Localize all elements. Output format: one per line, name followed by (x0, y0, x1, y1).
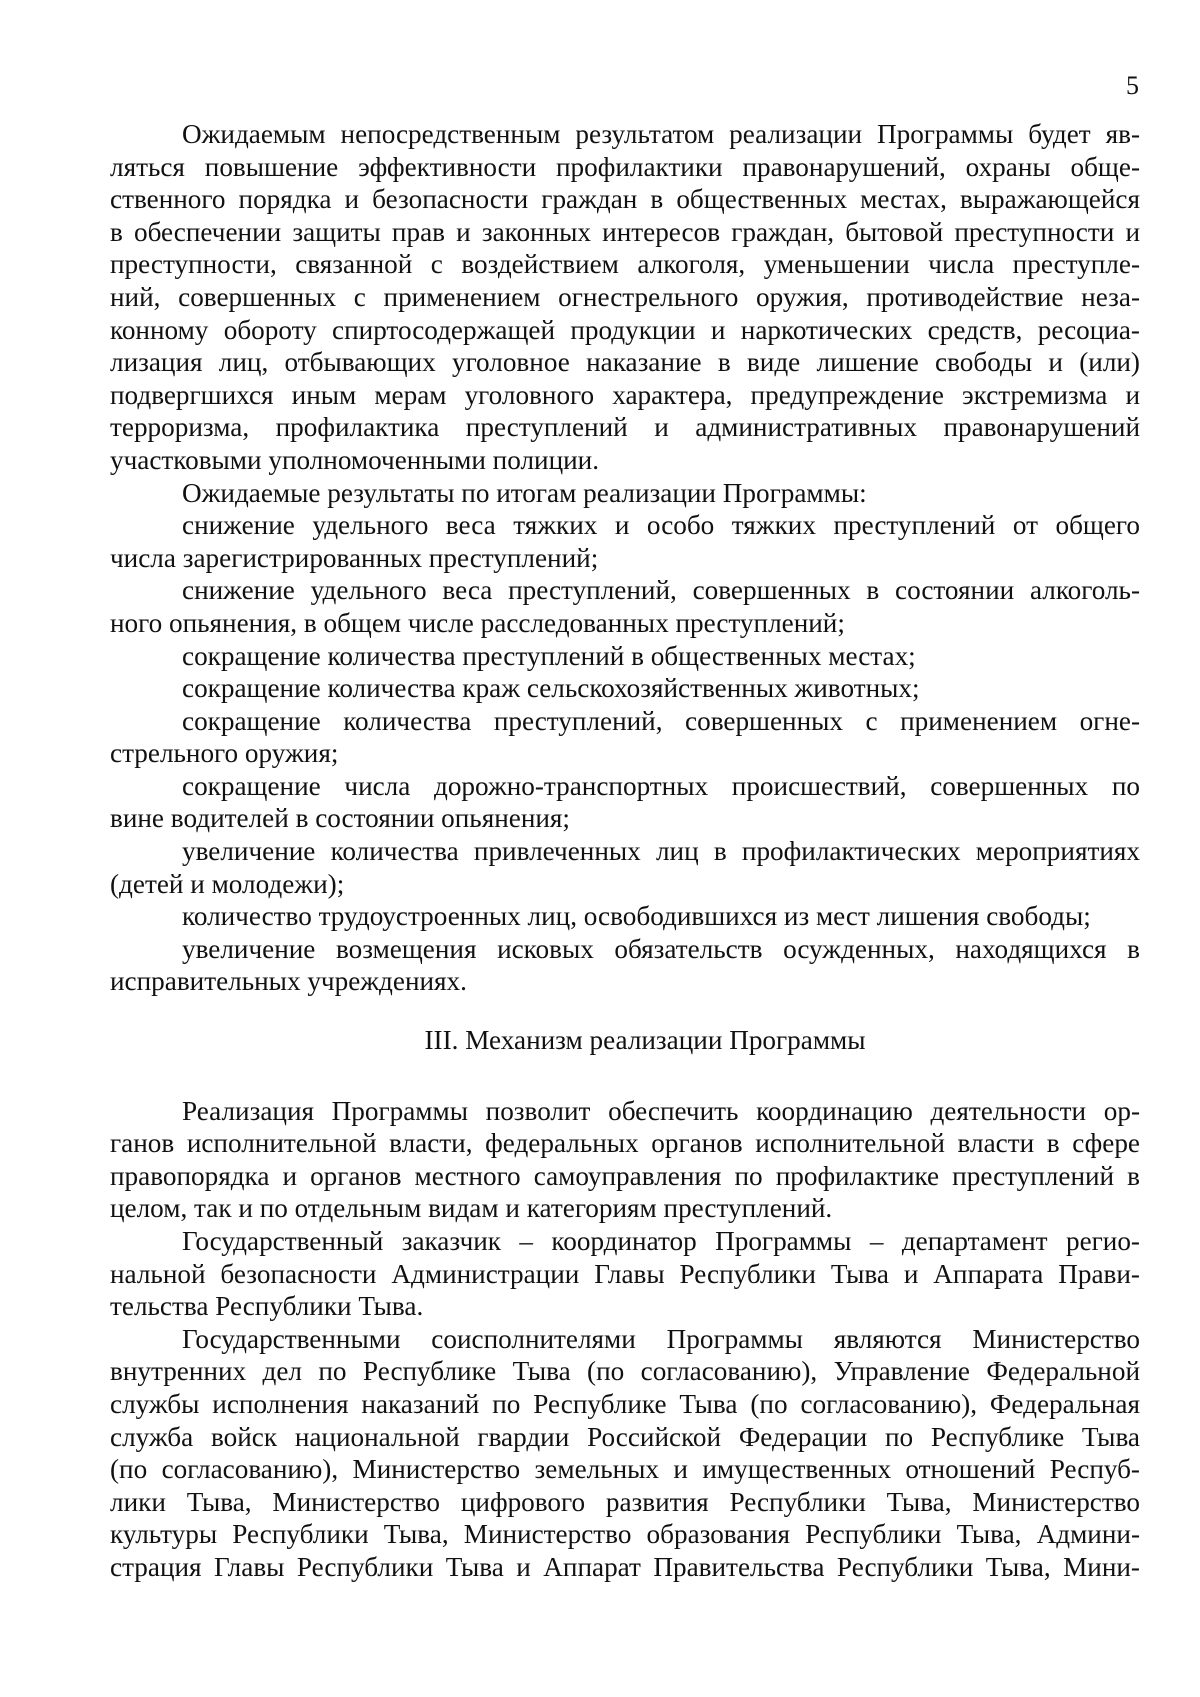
result-item (110, 933, 1140, 998)
text-line: ганов исполнительной власти, федеральных органов исполнительной власти в сфере (110, 1128, 1140, 1159)
text-line: количество трудоустроенных лиц, освободившихся из мест лишения свободы; (182, 901, 1091, 932)
text-line: внутренних дел по Республике Тыва (по согласованию), Управление Федеральной (110, 1356, 1140, 1387)
section-paragraph (110, 1095, 1140, 1225)
document-body (110, 118, 1140, 1584)
result-item (110, 835, 1140, 900)
text-line: подвергшихся иным мерам уголовного характера, предупреждение экстремизма и (110, 379, 1140, 410)
text-line: лизация лиц, отбывающих уголовное наказание в виде лишение свободы и (или) (110, 347, 1140, 378)
result-item (110, 509, 1140, 574)
result-item (110, 574, 1140, 639)
text-line: службы исполнения наказаний по Республике Тыва (по согласованию), Федеральная (110, 1388, 1140, 1419)
text-line: целом, так и по отдельным видам и категориям преступлений. (110, 1193, 833, 1224)
text-line: ляться повышение эффективности профилактики правонарушений, охраны обще- (110, 151, 1140, 182)
text-line: терроризма, профилактика преступлений и административных правонарушений (110, 412, 1140, 443)
text-line: преступности, связанной с воздействием алкоголя, уменьшении числа преступле- (110, 249, 1140, 280)
section-paragraph (110, 1323, 1140, 1584)
text-line: Ожидаемым непосредственным результатом реализации Программы будет яв- (182, 119, 1140, 149)
result-item (110, 900, 1140, 933)
text-line: увеличение количества привлеченных лиц в профилактических мероприятиях (182, 836, 1140, 867)
text-line: сокращение количества преступлений в общественных местах; (182, 640, 916, 671)
text-line: сокращение количества краж сельскохозяйственных животных; (182, 673, 920, 704)
text-line: страция Главы Республики Тыва и Аппарат Правительства Республики Тыва, Мини- (110, 1551, 1140, 1582)
text-line: снижение удельного веса тяжких и особо тяжких преступлений от общего (182, 510, 1140, 541)
text-line: вине водителей в состоянии опьянения; (110, 803, 570, 834)
result-item (110, 640, 1140, 673)
text-line: (детей и молодежи); (110, 868, 345, 899)
text-line: ственного порядка и безопасности граждан в общественных местах, выражающейся (110, 184, 1140, 215)
results-list (110, 477, 1140, 999)
result-item (110, 672, 1140, 705)
page-number: 5 (1126, 71, 1139, 100)
text-line: стрельного оружия; (110, 738, 339, 769)
text-line: исправительных учреждениях. (110, 966, 467, 997)
text-line: Государственными соисполнителями Программы являются Министерство (182, 1323, 1140, 1354)
result-item (110, 705, 1140, 770)
text-line: в обеспечении защиты прав и законных интересов граждан, бытовой преступности и (110, 216, 1140, 247)
text-line: правопорядка и органов местного самоуправления по профилактике преступлений в (110, 1160, 1140, 1191)
text-line: увеличение возмещения исковых обязательств осужденных, находящихся в (182, 933, 1140, 964)
text-line: снижение удельного веса преступлений, совершенных в состоянии алкоголь- (182, 575, 1140, 606)
result-item (110, 770, 1140, 835)
text-line: нальной безопасности Администрации Главы Республики Тыва и Аппарата Прави- (110, 1258, 1140, 1289)
results-intro: Ожидаемые результаты по итогам реализации Программы: (182, 477, 867, 508)
text-line: участковыми уполномоченными полиции. (110, 444, 600, 475)
text-line: культуры Республики Тыва, Министерство образования Республики Тыва, Админи- (110, 1519, 1140, 1550)
text-line: служба войск национальной гвардии Российской Федерации по Республике Тыва (110, 1421, 1140, 1452)
text-line: сокращение числа дорожно-транспортных происшествий, совершенных по (182, 770, 1140, 801)
text-line: конному обороту спиртосодержащей продукции и наркотических средств, ресоциа- (110, 314, 1140, 345)
section-heading: III. Механизм реализации Программы (424, 1025, 866, 1056)
text-line: ний, совершенных с применением огнестрельного оружия, противодействие неза- (110, 281, 1140, 312)
text-line: (по согласованию), Министерство земельных и имущественных отношений Респуб- (110, 1454, 1140, 1485)
text-line: ного опьянения, в общем числе расследованных преступлений; (110, 607, 845, 638)
text-line: числа зарегистрированных преступлений; (110, 542, 599, 573)
intro-paragraph (110, 118, 1140, 477)
text-line: сокращение количества преступлений, совершенных с применением огне- (182, 705, 1140, 736)
text-line: лики Тыва, Министерство цифрового развития Республики Тыва, Министерство (110, 1486, 1140, 1517)
text-line: тельства Республики Тыва. (110, 1291, 424, 1322)
text-line: Реализация Программы позволит обеспечить координацию деятельности ор- (182, 1095, 1140, 1126)
section-paragraph (110, 1225, 1140, 1323)
text-line: Государственный заказчик – координатор Программы – департамент регио- (182, 1226, 1140, 1256)
